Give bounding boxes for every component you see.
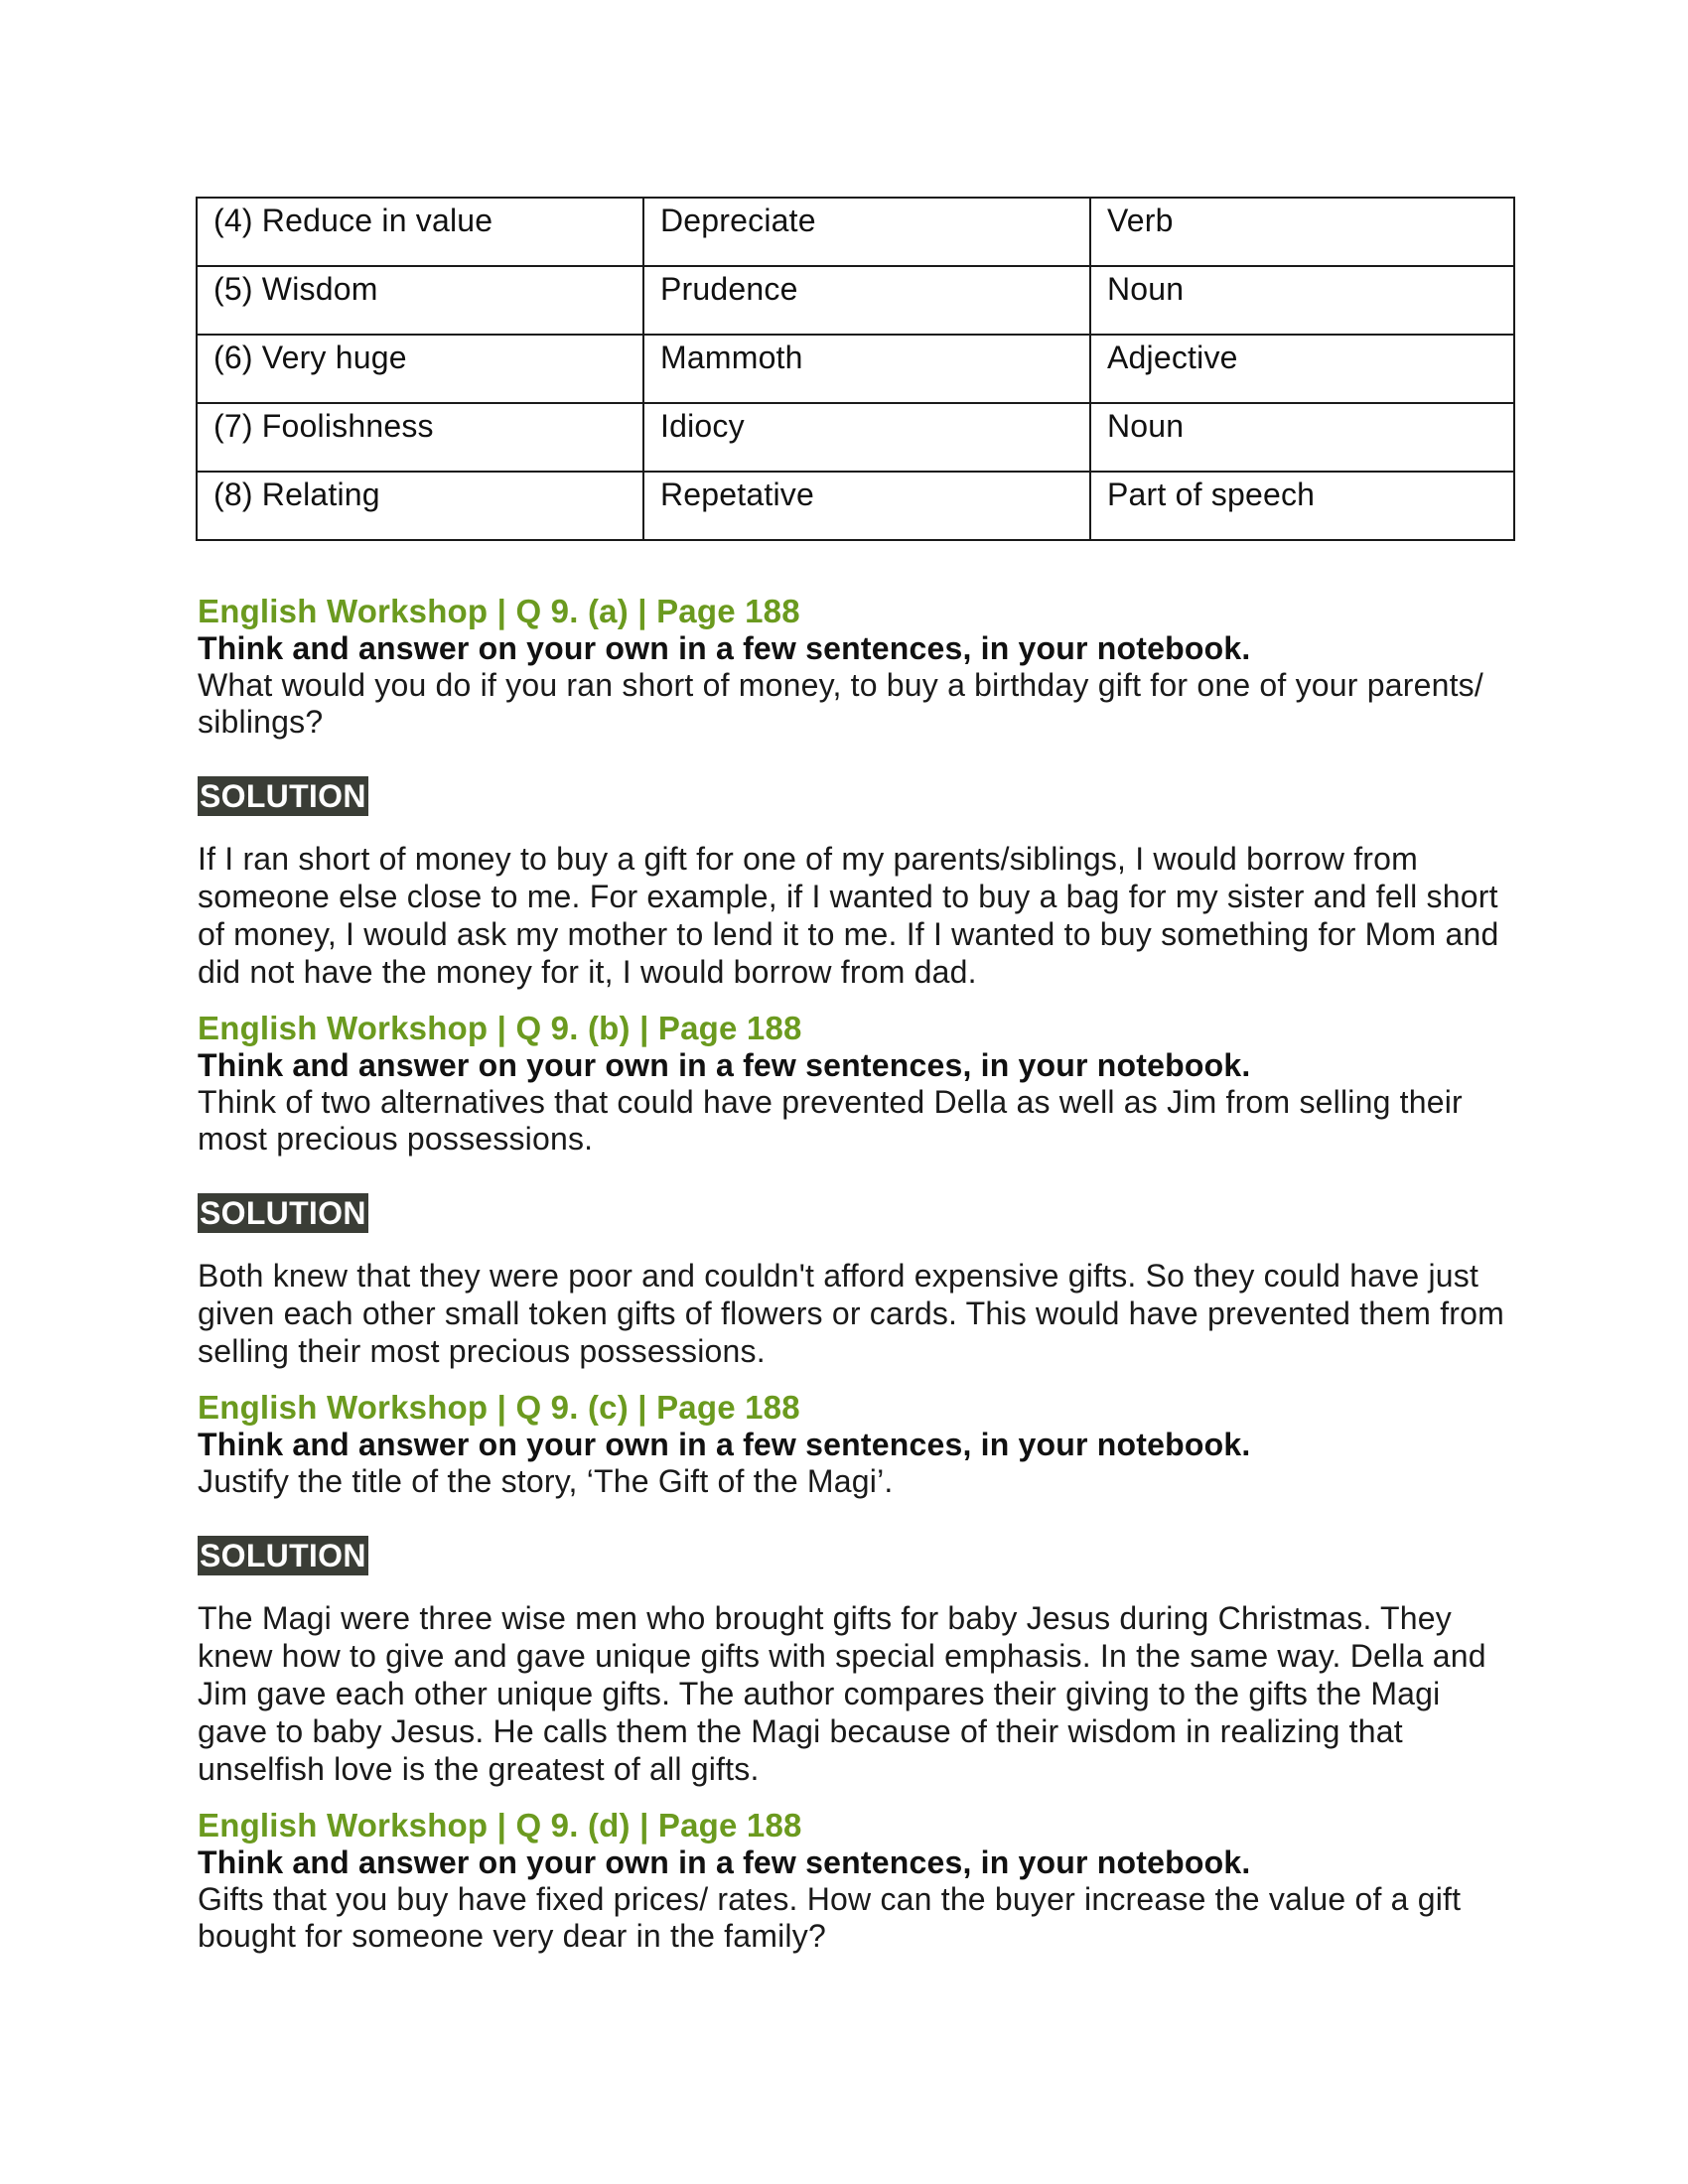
- question-instruction: Think and answer on your own in a few sentences, in your notebook.: [198, 1844, 1251, 1880]
- question-block-9c: [198, 1388, 1518, 1806]
- solution-text: Both knew that they were poor and couldn't afford expensive gifts. So they could have just given each other small token gifts of flowers or cards. This would have prevented them from selling their most precious possessions.: [198, 1258, 1505, 1369]
- table-row: [197, 403, 1514, 472]
- table-cell-meaning: (4) Reduce in value: [197, 198, 643, 266]
- table-cell-word: Idiocy: [643, 403, 1090, 472]
- question-text: Think of two alternatives that could have prevented Della as well as Jim from selling their most precious possessions.: [198, 1084, 1463, 1157]
- question-heading: English Workshop | Q 9. (c) | Page 188: [198, 1389, 800, 1426]
- table-cell-part-of-speech: Adjective: [1090, 335, 1514, 403]
- table-cell-meaning: (5) Wisdom: [197, 266, 643, 335]
- solution-badge: SOLUTION: [200, 1195, 366, 1231]
- table-cell-part-of-speech: Noun: [1090, 403, 1514, 472]
- question-block-9b: [198, 1009, 1518, 1388]
- solution-badge: SOLUTION: [200, 1538, 366, 1573]
- table-cell-part-of-speech: Noun: [1090, 266, 1514, 335]
- question-instruction: Think and answer on your own in a few sentences, in your notebook.: [198, 1047, 1251, 1083]
- table-cell-word: Depreciate: [643, 198, 1090, 266]
- table-cell-meaning: (6) Very huge: [197, 335, 643, 403]
- table-cell-meaning: (7) Foolishness: [197, 403, 643, 472]
- solution-text: If I ran short of money to buy a gift for one of my parents/siblings, I would borrow from someone else close to me. For example, if I wanted to buy a bag for my sister and fell short of money, I would ask my mother to lend it to me. If I wanted to buy something for Mom and did not have the money for it, I would borrow from dad.: [198, 841, 1499, 990]
- question-heading: English Workshop | Q 9. (d) | Page 188: [198, 1807, 802, 1843]
- question-block-9a: [198, 592, 1518, 1009]
- table-cell-word: Prudence: [643, 266, 1090, 335]
- vocabulary-table: [196, 197, 1515, 541]
- question-heading: English Workshop | Q 9. (b) | Page 188: [198, 1010, 802, 1046]
- table-row: [197, 198, 1514, 266]
- question-heading: English Workshop | Q 9. (a) | Page 188: [198, 593, 800, 629]
- question-text: Justify the title of the story, ‘The Gift of the Magi’.: [198, 1463, 894, 1499]
- table-cell-word: Mammoth: [643, 335, 1090, 403]
- table-cell-part-of-speech: Part of speech: [1090, 472, 1514, 540]
- table-cell-word: Repetative: [643, 472, 1090, 540]
- table-row: [197, 335, 1514, 403]
- solution-text: The Magi were three wise men who brought gifts for baby Jesus during Christmas. They knew how to give and gave unique gifts with special emphasis. In the same way. Della and Jim gave each other unique gifts. The author compares their giving to the gifts the Magi gave to baby Jesus. He calls them the Magi because of their wisdom in realizing that unselfish love is the greatest of all gifts.: [198, 1600, 1486, 1787]
- table-row: [197, 472, 1514, 540]
- question-text: Gifts that you buy have fixed prices/ rates. How can the buyer increase the value of a gift bought for someone very dear in the family?: [198, 1881, 1462, 1954]
- table-row: [197, 266, 1514, 335]
- question-instruction: Think and answer on your own in a few sentences, in your notebook.: [198, 630, 1251, 666]
- table-cell-meaning: (8) Relating: [197, 472, 643, 540]
- solution-badge: SOLUTION: [200, 778, 366, 814]
- question-text: What would you do if you ran short of money, to buy a birthday gift for one of your parents/ siblings?: [198, 667, 1483, 740]
- table-cell-part-of-speech: Verb: [1090, 198, 1514, 266]
- questions-content: [198, 592, 1518, 1955]
- question-block-9d: [198, 1806, 1518, 1955]
- question-instruction: Think and answer on your own in a few sentences, in your notebook.: [198, 1427, 1251, 1462]
